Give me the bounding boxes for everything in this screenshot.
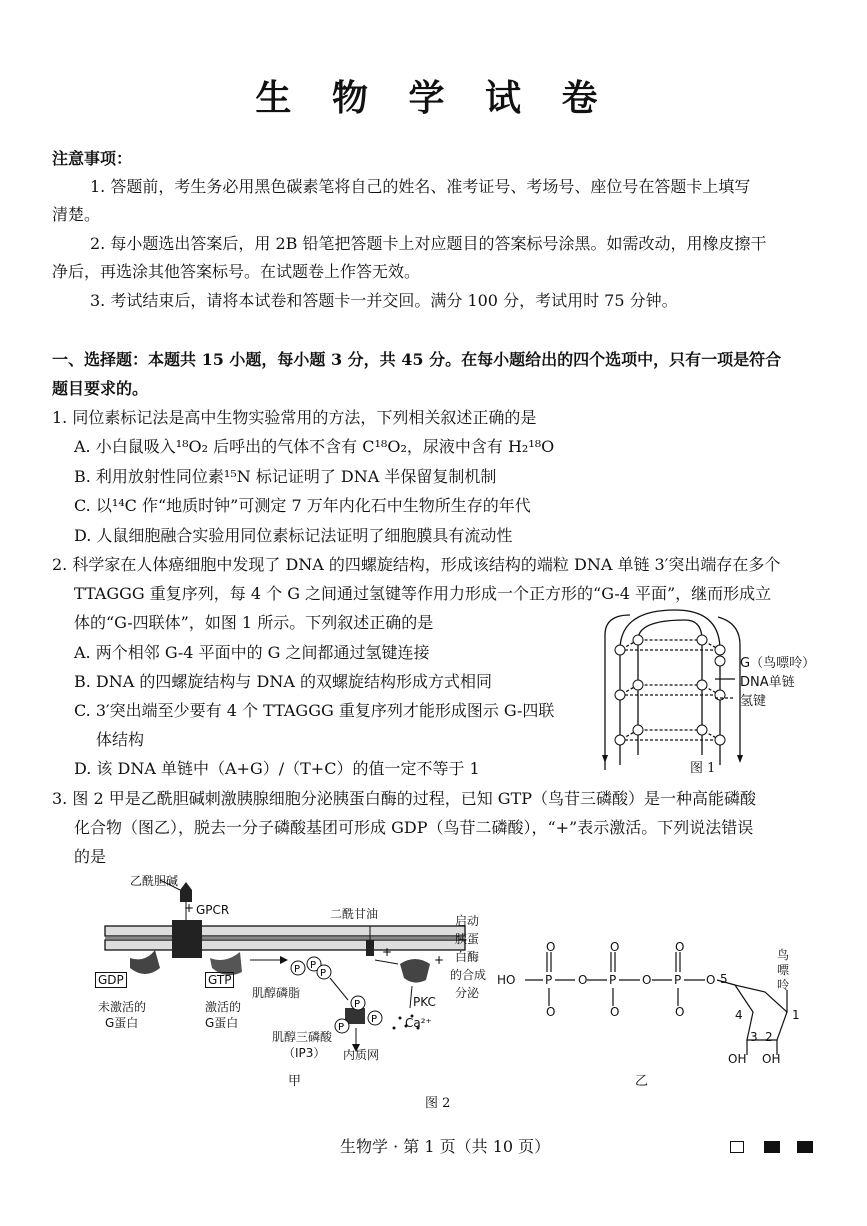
gtp-p2: P xyxy=(609,973,617,987)
q2-stem-1: 2. 科学家在人体癌细胞中发现了 DNA 的四螺旋结构，形成该结构的端粒 DNA 单链 3′突出端存在多个 xyxy=(52,555,781,574)
svg-text:P: P xyxy=(294,964,301,975)
label-start-4: 的合成 xyxy=(450,968,487,982)
q2-option-a: A. 两个相邻 G-4 平面中的 G 之间都通过氢键连接 xyxy=(74,643,430,662)
gtp-c1: 1 xyxy=(792,1008,800,1022)
label-ca: Ca²⁺ xyxy=(405,1016,432,1030)
svg-text:P: P xyxy=(320,968,327,979)
gtp-o2: O xyxy=(642,973,652,987)
g-base-dot xyxy=(615,645,625,655)
gtp-o-top3: O xyxy=(675,940,685,954)
q1-option-b: B. 利用放射性同位素¹⁵N 标记证明了 DNA 半保留复制机制 xyxy=(74,467,497,486)
label-active-g-1: 激活的 xyxy=(205,1000,242,1014)
label-pip: 肌醇磷脂 xyxy=(252,986,301,1000)
label-gdp: GDP xyxy=(95,972,127,988)
label-start-5: 分泌 xyxy=(455,986,480,1000)
q3-stem-1: 3. 图 2 甲是乙酰胆碱刺激胰腺细胞分泌胰蛋白酶的过程，已知 GTP（鸟苷三磷酸）是一种高能磷酸 xyxy=(52,789,757,808)
gtp-oh-1: OH xyxy=(728,1052,747,1066)
notice-line-1: 1. 答题前，考生务必用黑色碳素笔将自己的姓名、准考证号、考场号、座位号在答题卡上填写 xyxy=(90,177,751,196)
notice-line-5: 3. 考试结束后，请将本试卷和答题卡一并交回。满分 100 分，考试用时 75 分钟。 xyxy=(90,291,678,310)
notice-heading: 注意事项： xyxy=(52,149,133,168)
notice-line-4: 净后，再选涂其他答案标号。在试题卷上作答无效。 xyxy=(52,262,421,281)
section-heading: 一、选择题：本题共 15 小题，每小题 3 分，共 45 分。在每小题给出的四个选项中，只有一项是符合 xyxy=(52,350,782,369)
gtp-guanine-3: 呤 xyxy=(777,978,790,992)
label-jia: 甲 xyxy=(288,1074,302,1089)
gtp-o-bottom2: O xyxy=(610,1005,620,1019)
svg-text:P: P xyxy=(371,1014,378,1025)
gtp-o1: O xyxy=(578,973,588,987)
gtp-o-top2: O xyxy=(610,940,620,954)
gtp-guanine-2: 嘌 xyxy=(777,963,790,977)
label-ip3-1: 肌醇三磷酸 xyxy=(272,1030,333,1044)
gpcr-receptor xyxy=(172,920,202,958)
figure-2-caption: 图 2 xyxy=(425,1096,451,1111)
q1-option-a: A. 小白鼠吸入¹⁸O₂ 后呼出的气体不含有 C¹⁸O₂，尿液中含有 H₂¹⁸O xyxy=(74,437,555,456)
legend-g-icon xyxy=(715,656,725,666)
label-ip3-2: （IP3） xyxy=(283,1046,326,1060)
label-yi: 乙 xyxy=(635,1074,649,1089)
gtp-c2: 2 xyxy=(765,1030,773,1044)
gtp-o-bottom1: O xyxy=(546,1005,556,1019)
q2-option-d: D. 该 DNA 单链中（A+G）/（T+C）的值一定不等于 1 xyxy=(74,759,480,778)
page-title: 生 物 学 试 卷 xyxy=(255,77,612,119)
q2-option-c: C. 3′突出端至少要有 4 个 TTAGGG 重复序列才能形成图示 G-四联 xyxy=(74,701,555,720)
gtp-c3: 3 xyxy=(750,1030,758,1044)
label-inactive-g-1: 未激活的 xyxy=(98,1000,147,1014)
svg-text:P: P xyxy=(354,999,361,1010)
svg-text:+: + xyxy=(184,901,195,915)
gtp-p3: P xyxy=(674,973,682,987)
legend-g-label: G（鸟嘌呤） xyxy=(740,656,816,671)
gtp-guanine-1: 鸟 xyxy=(777,948,790,962)
label-active-g-2: G蛋白 xyxy=(205,1016,239,1030)
footer-mark-1 xyxy=(730,1141,744,1153)
label-start-1: 启动 xyxy=(455,914,480,928)
q2-stem-3: 体的“G-四联体”，如图 1 所示。下列叙述正确的是 xyxy=(74,613,434,632)
q1-option-d: D. 人鼠细胞融合实验用同位素标记法证明了细胞膜具有流动性 xyxy=(74,526,513,545)
svg-text:+: + xyxy=(434,953,445,967)
gtp-o-bottom3: O xyxy=(675,1005,685,1019)
gtp-o3: O xyxy=(706,973,716,987)
q2-option-c-cont: 体结构 xyxy=(96,730,145,749)
page-footer: 生物学 · 第 1 页（共 10 页） xyxy=(340,1137,551,1156)
q3-stem-3: 的是 xyxy=(74,847,107,866)
label-gtp: GTP xyxy=(205,972,234,988)
notice-line-2: 清楚。 xyxy=(52,205,101,224)
label-er: 内质网 xyxy=(343,1048,380,1062)
gtp-oh-2: OH xyxy=(762,1052,781,1066)
section-heading-cont: 题目要求的。 xyxy=(52,379,149,398)
notice-line-3: 2. 每小题选出答案后，用 2B 铅笔把答题卡上对应题目的答案标号涂黑。如需改动，用橡皮擦干 xyxy=(90,234,767,253)
footer-mark-3 xyxy=(797,1141,813,1153)
label-start-3: 白酶 xyxy=(455,950,480,964)
q3-stem-2: 化合物（图乙），脱去一分子磷酸基团可形成 GDP（鸟苷二磷酸），“+”表示激活。下列说法错误 xyxy=(74,818,754,837)
figure-1-g-quadruplex xyxy=(590,605,840,780)
svg-text:P: P xyxy=(310,960,317,971)
label-pkc: PKC xyxy=(413,995,436,1009)
q2-option-b: B. DNA 的四螺旋结构与 DNA 的双螺旋结构形成方式相同 xyxy=(74,672,492,691)
legend-dna-label: DNA单链 xyxy=(740,675,795,690)
svg-text:P: P xyxy=(338,1022,345,1033)
gtp-p1: P xyxy=(545,973,553,987)
label-start-2: 胰蛋 xyxy=(455,932,480,946)
figure-1-caption: 图 1 xyxy=(690,761,716,776)
legend-hbond-label: 氢键 xyxy=(740,694,767,709)
footer-mark-2 xyxy=(764,1141,780,1153)
q1-stem: 1. 同位素标记法是高中生物实验常用的方法，下列相关叙述正确的是 xyxy=(52,408,537,427)
q2-stem-2: TTAGGG 重复序列，每 4 个 G 之间通过氢键等作用力形成一个正方形的“G-4 平面”，继而形成立 xyxy=(74,584,772,603)
svg-text:+: + xyxy=(382,945,393,959)
label-acetylcholine: 乙酰胆碱 xyxy=(130,874,179,888)
gtp-o-top1: O xyxy=(546,940,556,954)
gtp-ho: HO xyxy=(497,973,516,987)
q1-option-c: C. 以¹⁴C 作“地质时钟”可测定 7 万年内化石中生物所生存的年代 xyxy=(74,496,531,515)
gtp-c5: 5 xyxy=(720,972,728,986)
label-inactive-g-2: G蛋白 xyxy=(105,1016,139,1030)
label-dag: 二酰甘油 xyxy=(330,907,379,921)
label-gpcr: GPCR xyxy=(196,903,230,917)
gtp-c4: 4 xyxy=(735,1008,743,1022)
